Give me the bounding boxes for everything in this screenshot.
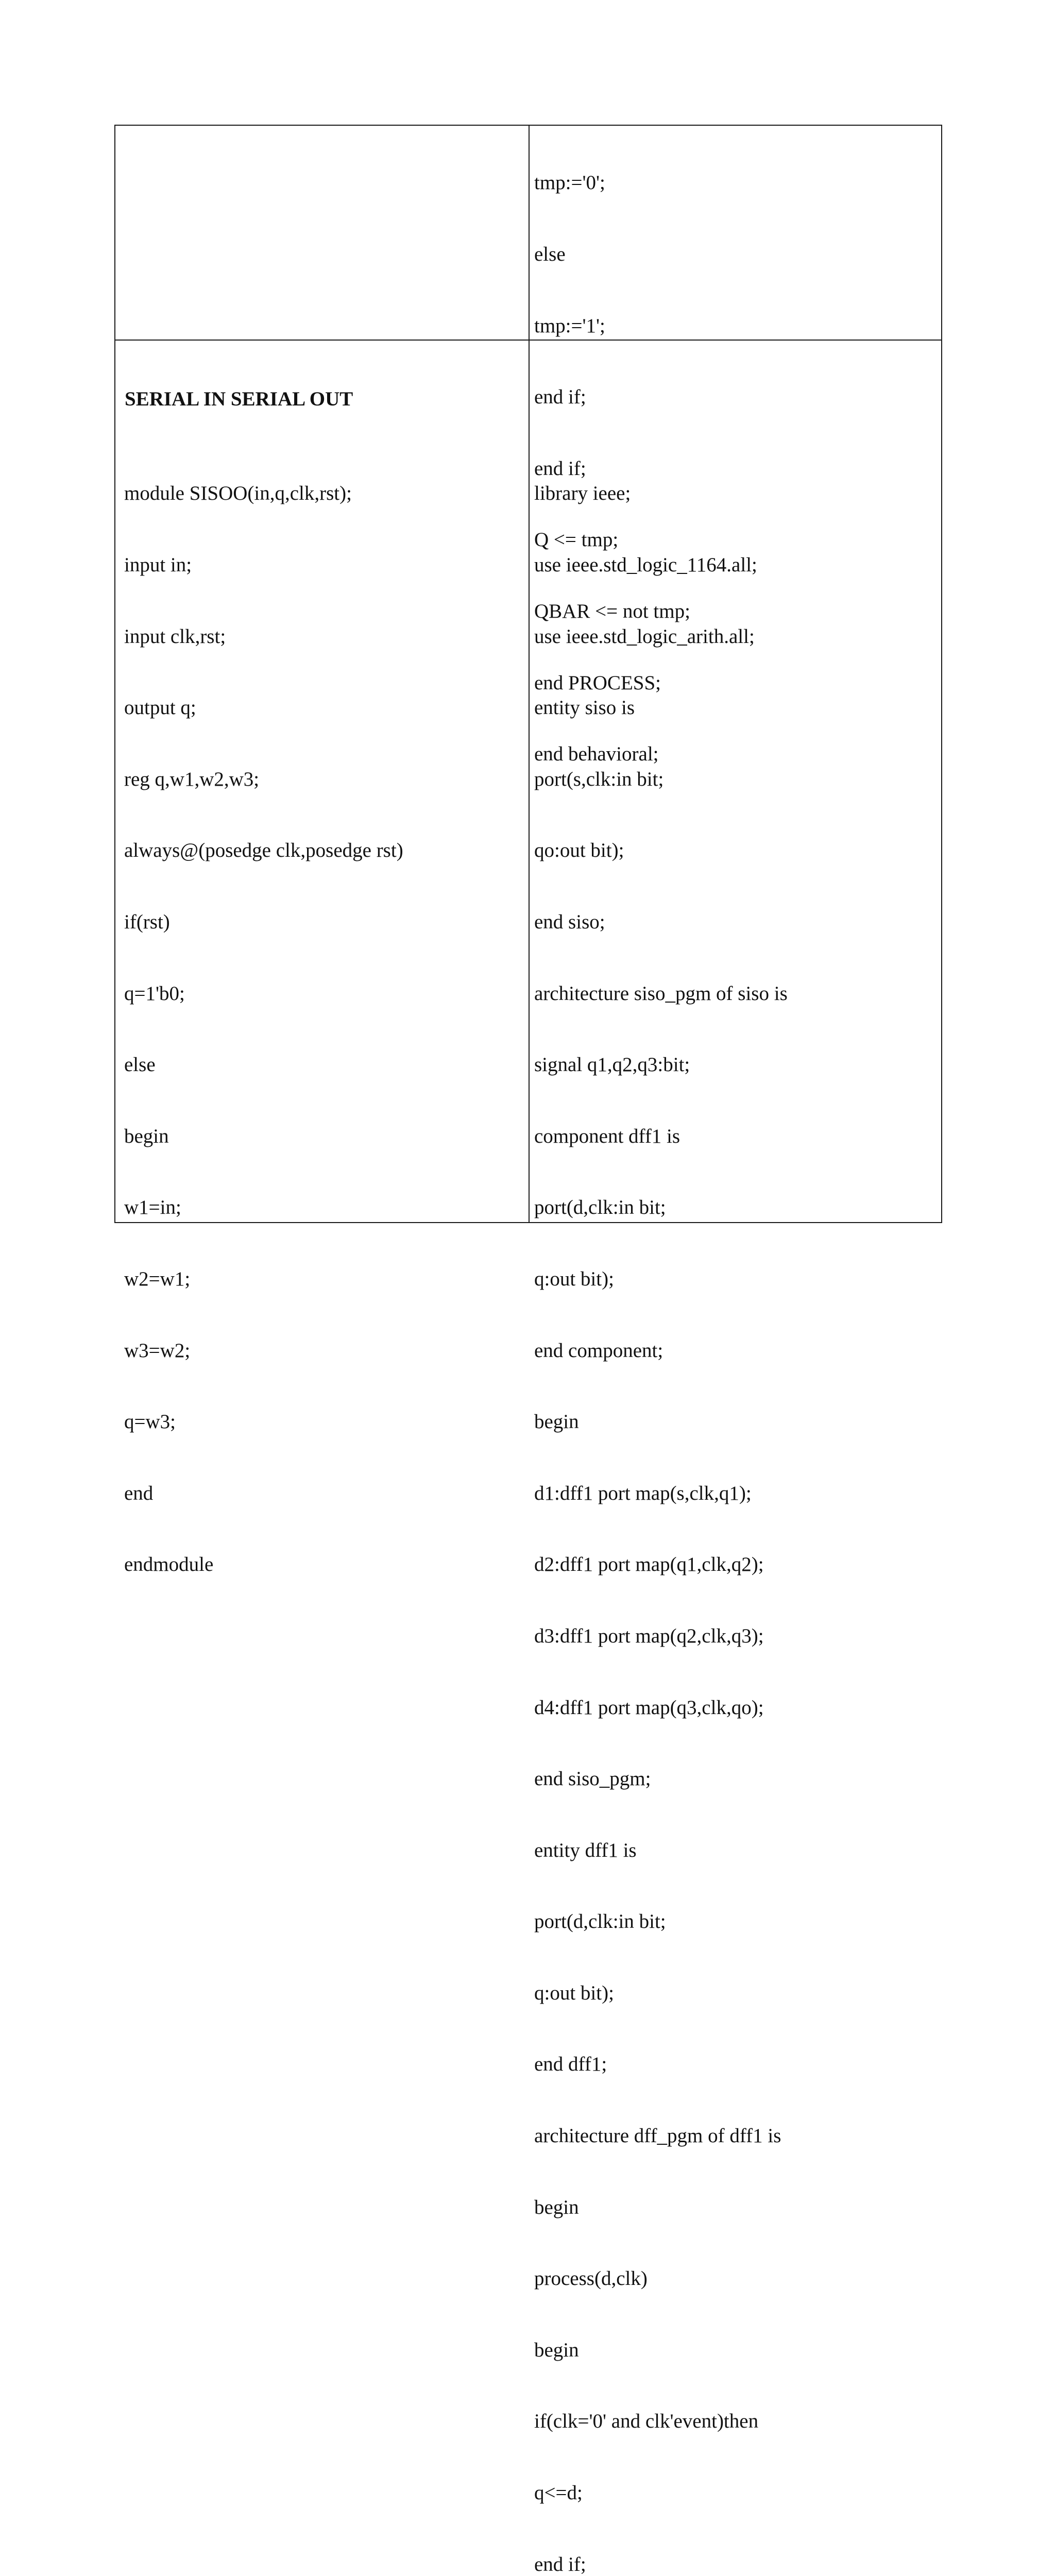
code-line: d4:dff1 port map(q3,clk,qo); [534,1696,764,1719]
code-line: q=w3; [124,1411,176,1433]
code-line: else [124,1054,156,1076]
code-line: architecture dff_pgm of dff1 is [534,2125,781,2147]
code-line: always@(posedge clk,posedge rst) [124,839,403,862]
code-line: else [534,243,566,265]
code-line: begin [534,2196,579,2218]
code-line: begin [534,2338,579,2361]
code-line: process(d,clk) [534,2267,648,2290]
code-line: w3=w2; [124,1339,191,1362]
code-line: use ieee.std_logic_1164.all; [534,554,757,576]
code-line: begin [124,1125,169,1147]
code-line: port(d,clk:in bit; [534,1196,666,1219]
code-line: end component; [534,1339,663,1362]
code-line: q=1'b0; [124,982,185,1005]
code-line: module SISOO(in,q,clk,rst); [124,482,352,505]
code-line: end if; [534,2553,586,2575]
verilog-code-listing [124,434,403,1624]
code-line: tmp:='1'; [534,314,605,337]
code-line: end siso_pgm; [534,1768,651,1790]
code-line: entity siso is [534,697,635,719]
code-line: w1=in; [124,1196,181,1219]
code-line: use ieee.std_logic_arith.all; [534,625,755,648]
code-line: architecture siso_pgm of siso is [534,982,788,1005]
code-line: port(d,clk:in bit; [534,1910,666,1933]
section-heading: SERIAL IN SERIAL OUT [125,388,353,410]
code-line: qo:out bit); [534,839,624,862]
code-line: d1:dff1 port map(s,clk,q1); [534,1482,752,1504]
code-line: library ieee; [534,482,631,505]
code-line: tmp:='0'; [534,172,605,194]
code-line: end behavioral; [534,743,659,766]
code-line: end dff1; [534,2053,607,2076]
code-line: reg q,w1,w2,w3; [124,768,260,790]
code-line: endmodule [124,1553,214,1576]
code-line: port(s,clk:in bit; [534,768,664,790]
column-divider [529,126,530,1222]
code-line: signal q1,q2,q3:bit; [534,1054,690,1076]
code-line: end [124,1482,154,1504]
code-line: d3:dff1 port map(q2,clk,q3); [534,1624,764,1647]
code-line: Q <= tmp; [534,529,619,551]
code-line: entity dff1 is [534,1839,637,1861]
code-line: w2=w1; [124,1267,191,1290]
vhdl-code-listing [534,434,788,2576]
code-line: end PROCESS; [534,671,661,694]
code-line: end if; [534,457,586,480]
code-line: output q; [124,697,196,719]
code-line: if(rst) [124,910,170,933]
code-line: component dff1 is [534,1125,680,1147]
code-line: input in; [124,554,192,576]
code-line: q:out bit); [534,1267,614,1290]
code-line: QBAR <= not tmp; [534,600,690,622]
code-line: d2:dff1 port map(q1,clk,q2); [534,1553,764,1576]
code-line: end siso; [534,910,605,933]
code-line: input clk,rst; [124,625,226,648]
code-line: begin [534,1411,579,1433]
code-line: q:out bit); [534,1981,614,2004]
code-line: if(clk='0' and clk'event)then [534,2410,759,2433]
code-line: q<=d; [534,2482,583,2504]
code-line: end if; [534,386,586,409]
